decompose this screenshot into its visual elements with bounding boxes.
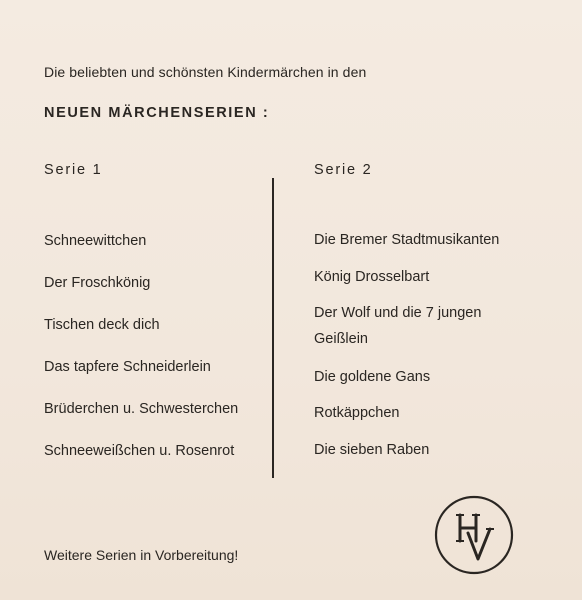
footer-note: Weitere Serien in Vorbereitung! [44,547,239,563]
list-item: Die Bremer Stadtmusikanten [314,232,500,248]
intro-text: Die beliebten und schönsten Kindermärchen in den [44,64,367,80]
list-item: Tischen deck dich [44,317,160,333]
list-item: Die sieben Raben [314,442,430,458]
list-item: König Drosselbart [314,269,430,285]
list-item: Der Froschkönig [44,275,151,291]
list-item: Rotkäppchen [314,405,400,421]
column-divider [272,178,274,478]
list-item: Schneewittchen [44,233,147,249]
list-item: Die goldene Gans [314,369,431,385]
series-heading: NEUEN MÄRCHENSERIEN : [44,105,270,121]
series-2-title: Serie 2 [314,162,373,178]
list-item: Der Wolf und die 7 jungen Geißlein [314,305,482,347]
list-item: Das tapfere Schneiderlein [44,359,211,375]
list-item: Brüderchen u. Schwesterchen [44,401,239,417]
hv-monogram-logo [434,495,514,575]
list-item: Schneeweißchen u. Rosenrot [44,443,235,459]
series-1-title: Serie 1 [44,162,103,178]
